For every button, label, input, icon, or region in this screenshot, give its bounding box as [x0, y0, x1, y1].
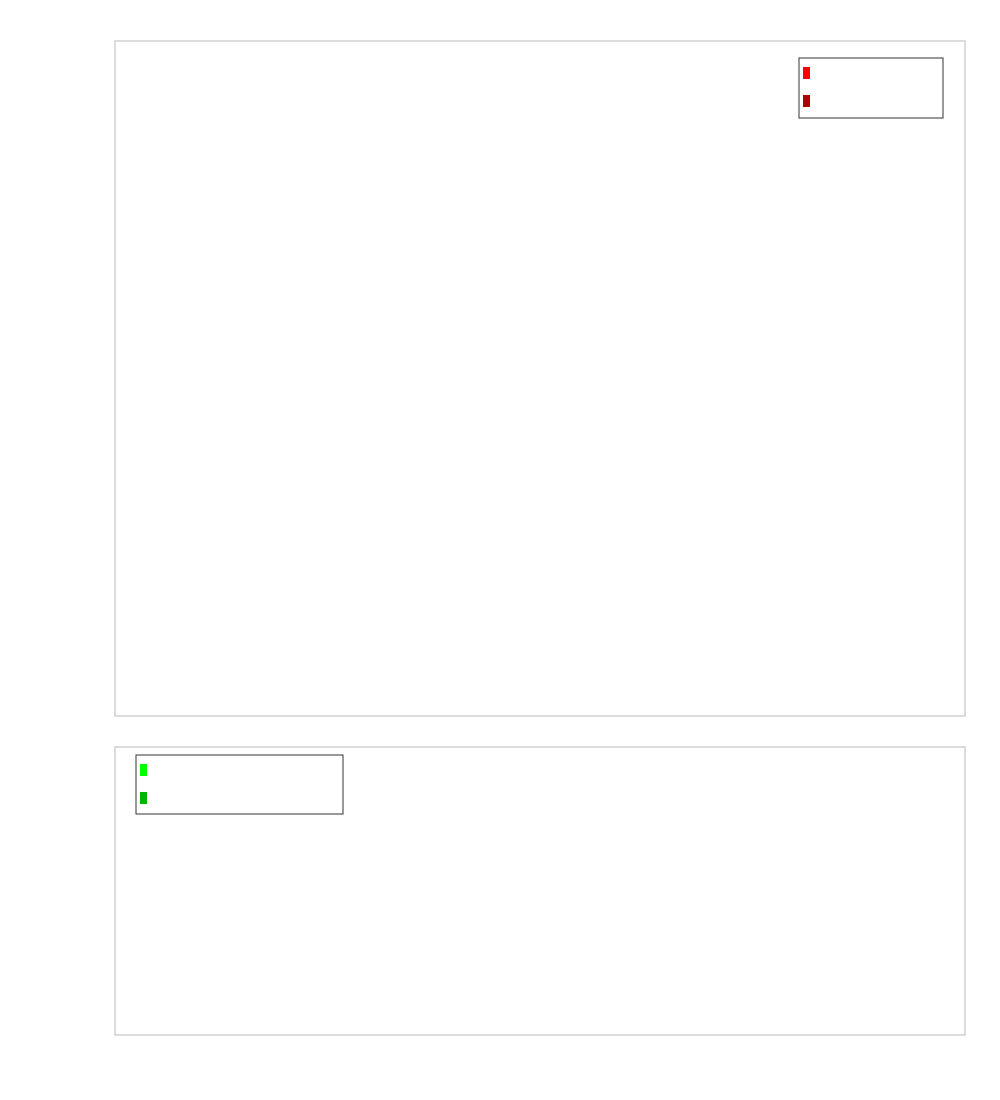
rate-legend — [799, 58, 943, 118]
participation-swatch — [803, 67, 810, 79]
rate-legend-box — [799, 58, 943, 118]
count-legend — [136, 755, 343, 814]
rate-panel — [115, 41, 965, 716]
nucleation-swatch — [803, 95, 810, 107]
count-legend-box — [136, 755, 343, 814]
count-panel — [115, 747, 965, 1035]
rate-plot-area — [115, 41, 965, 716]
available-swatch — [140, 764, 147, 776]
utilized-swatch — [140, 792, 147, 804]
